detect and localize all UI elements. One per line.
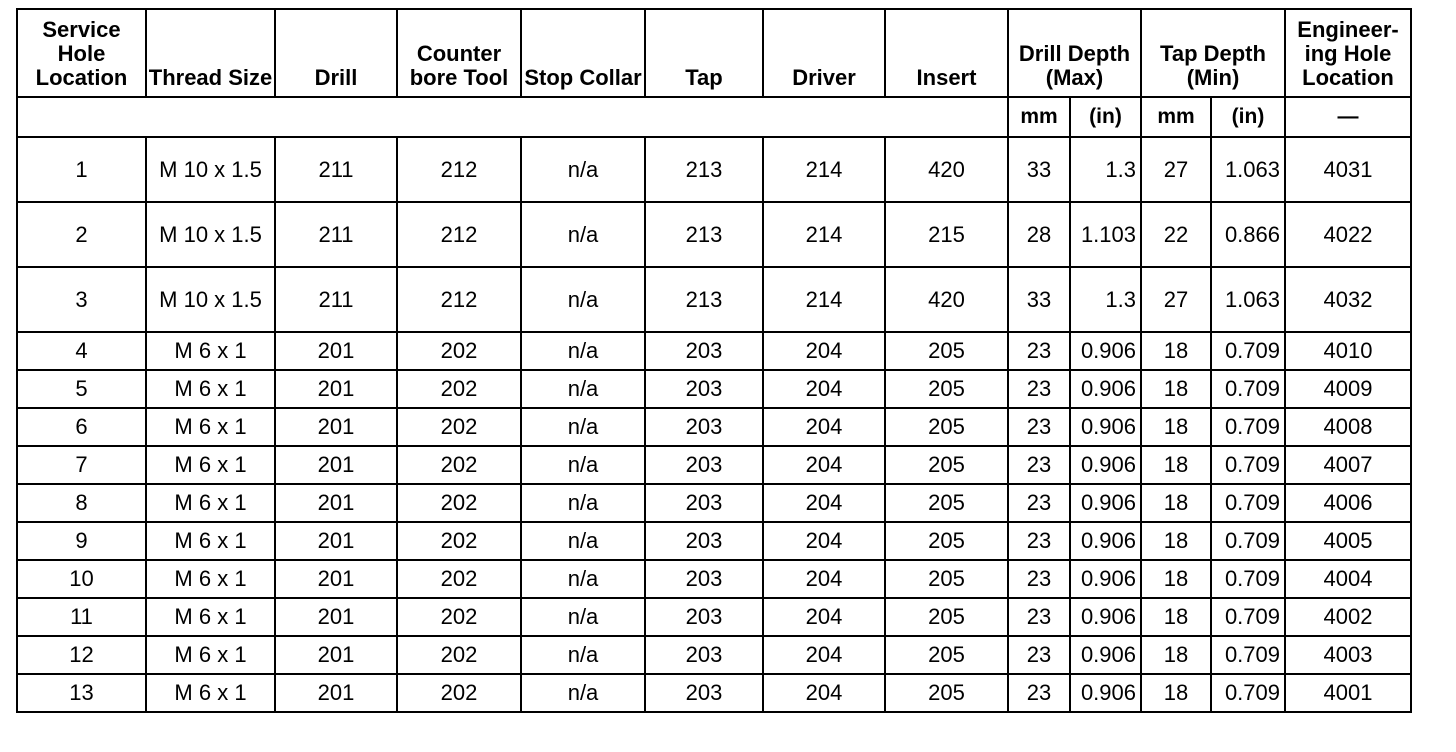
cell-stop-collar: n/a [521,522,645,560]
cell-thread-size: M 10 x 1.5 [146,202,275,267]
cell-drill-depth-mm: 23 [1008,522,1070,560]
cell-drill-depth-mm: 23 [1008,332,1070,370]
cell-counter-bore: 202 [397,484,521,522]
table-row [17,636,1411,674]
table-row [17,408,1411,446]
cell-thread-size: M 10 x 1.5 [146,137,275,202]
cell-location: 13 [17,674,146,712]
table-row [17,446,1411,484]
cell-driver: 204 [763,446,885,484]
cell-tap-depth-in: 0.709 [1211,598,1285,636]
cell-drill-depth-mm: 23 [1008,598,1070,636]
cell-drill-depth-mm: 33 [1008,267,1070,332]
cell-stop-collar: n/a [521,598,645,636]
cell-insert: 205 [885,408,1008,446]
cell-tap-depth-in: 0.709 [1211,636,1285,674]
cell-engineering-location: 4009 [1285,370,1411,408]
cell-counter-bore: 202 [397,408,521,446]
cell-drill-depth-in: 0.906 [1070,636,1141,674]
cell-drill-depth-mm: 23 [1008,674,1070,712]
cell-driver: 204 [763,370,885,408]
unit-tap-in: (in) [1211,97,1285,137]
cell-tap: 203 [645,598,763,636]
cell-engineering-location: 4006 [1285,484,1411,522]
cell-driver: 214 [763,137,885,202]
cell-drill: 201 [275,370,397,408]
cell-location: 8 [17,484,146,522]
cell-tap: 203 [645,408,763,446]
header-insert: Insert [885,9,1008,97]
cell-drill-depth-mm: 23 [1008,484,1070,522]
cell-drill: 201 [275,674,397,712]
cell-location: 5 [17,370,146,408]
cell-tap: 203 [645,446,763,484]
cell-drill-depth-mm: 23 [1008,560,1070,598]
table-row [17,137,1411,202]
table-row [17,522,1411,560]
cell-counter-bore: 202 [397,598,521,636]
cell-tap: 203 [645,636,763,674]
cell-engineering-location: 4031 [1285,137,1411,202]
cell-drill-depth-in: 0.906 [1070,598,1141,636]
header-row [17,9,1411,97]
cell-tap-depth-in: 1.063 [1211,267,1285,332]
table-body [17,137,1411,712]
units-row [17,97,1411,137]
cell-drill-depth-in: 0.906 [1070,332,1141,370]
header-tap: Tap [645,9,763,97]
cell-drill: 201 [275,332,397,370]
cell-drill-depth-in: 0.906 [1070,484,1141,522]
cell-driver: 204 [763,522,885,560]
cell-drill-depth-in: 1.3 [1070,267,1141,332]
cell-tap-depth-in: 0.709 [1211,674,1285,712]
cell-location: 6 [17,408,146,446]
cell-drill-depth-in: 0.906 [1070,674,1141,712]
cell-engineering-location: 4032 [1285,267,1411,332]
cell-drill: 211 [275,202,397,267]
cell-tap: 203 [645,522,763,560]
cell-insert: 420 [885,137,1008,202]
header-drill: Drill [275,9,397,97]
cell-drill-depth-in: 0.906 [1070,560,1141,598]
cell-engineering-location: 4008 [1285,408,1411,446]
cell-insert: 205 [885,332,1008,370]
header-thread-size: Thread Size [146,9,275,97]
cell-stop-collar: n/a [521,267,645,332]
cell-thread-size: M 6 x 1 [146,332,275,370]
cell-thread-size: M 6 x 1 [146,560,275,598]
cell-driver: 204 [763,484,885,522]
cell-drill: 201 [275,560,397,598]
cell-engineering-location: 4007 [1285,446,1411,484]
cell-counter-bore: 212 [397,202,521,267]
cell-driver: 204 [763,408,885,446]
cell-tap-depth-in: 0.709 [1211,332,1285,370]
cell-stop-collar: n/a [521,636,645,674]
cell-drill: 201 [275,408,397,446]
cell-insert: 205 [885,598,1008,636]
cell-drill-depth-in: 0.906 [1070,408,1141,446]
cell-location: 2 [17,202,146,267]
cell-drill-depth-mm: 28 [1008,202,1070,267]
table-row [17,484,1411,522]
cell-tap-depth-mm: 18 [1141,674,1211,712]
cell-tap-depth-mm: 18 [1141,636,1211,674]
cell-insert: 215 [885,202,1008,267]
table-row [17,598,1411,636]
cell-counter-bore: 202 [397,446,521,484]
cell-thread-size: M 6 x 1 [146,636,275,674]
cell-stop-collar: n/a [521,674,645,712]
cell-thread-size: M 6 x 1 [146,484,275,522]
cell-engineering-location: 4001 [1285,674,1411,712]
cell-drill: 201 [275,446,397,484]
cell-drill: 201 [275,522,397,560]
cell-drill-depth-mm: 23 [1008,370,1070,408]
cell-engineering-location: 4022 [1285,202,1411,267]
cell-tap-depth-mm: 18 [1141,560,1211,598]
cell-tap-depth-in: 0.709 [1211,408,1285,446]
cell-tap-depth-mm: 18 [1141,522,1211,560]
cell-tap: 203 [645,484,763,522]
cell-thread-size: M 6 x 1 [146,446,275,484]
table-row [17,370,1411,408]
cell-engineering-location: 4002 [1285,598,1411,636]
cell-tap: 213 [645,202,763,267]
header-service-hole-location: Service Hole Location [17,9,146,97]
cell-stop-collar: n/a [521,370,645,408]
cell-tap: 203 [645,674,763,712]
cell-counter-bore: 202 [397,560,521,598]
header-tap-depth: Tap Depth (Min) [1141,9,1285,97]
cell-tap: 203 [645,332,763,370]
cell-insert: 205 [885,560,1008,598]
cell-tap: 203 [645,370,763,408]
cell-tap-depth-in: 0.866 [1211,202,1285,267]
cell-tap-depth-in: 0.709 [1211,522,1285,560]
cell-stop-collar: n/a [521,484,645,522]
cell-driver: 214 [763,202,885,267]
cell-tap-depth-mm: 22 [1141,202,1211,267]
cell-thread-size: M 6 x 1 [146,522,275,560]
cell-tap-depth-mm: 27 [1141,137,1211,202]
cell-stop-collar: n/a [521,446,645,484]
table-row [17,560,1411,598]
unit-tap-mm: mm [1141,97,1211,137]
cell-stop-collar: n/a [521,332,645,370]
cell-tap-depth-in: 0.709 [1211,446,1285,484]
header-drill-depth: Drill Depth (Max) [1008,9,1141,97]
cell-location: 1 [17,137,146,202]
cell-location: 3 [17,267,146,332]
cell-engineering-location: 4003 [1285,636,1411,674]
cell-thread-size: M 10 x 1.5 [146,267,275,332]
cell-location: 9 [17,522,146,560]
tooling-table [16,8,1412,713]
cell-counter-bore: 202 [397,522,521,560]
cell-tap-depth-mm: 18 [1141,446,1211,484]
table-row [17,202,1411,267]
cell-drill-depth-in: 0.906 [1070,522,1141,560]
unit-drill-in: (in) [1070,97,1141,137]
cell-tap-depth-in: 0.709 [1211,560,1285,598]
cell-counter-bore: 202 [397,674,521,712]
cell-insert: 205 [885,370,1008,408]
cell-stop-collar: n/a [521,408,645,446]
header-engineering-hole-location: Engineer-ing Hole Location [1285,9,1411,97]
cell-tap-depth-mm: 18 [1141,598,1211,636]
cell-counter-bore: 202 [397,370,521,408]
cell-drill-depth-in: 0.906 [1070,370,1141,408]
cell-counter-bore: 202 [397,636,521,674]
cell-drill: 201 [275,598,397,636]
cell-location: 11 [17,598,146,636]
cell-thread-size: M 6 x 1 [146,370,275,408]
cell-tap: 213 [645,137,763,202]
cell-insert: 205 [885,446,1008,484]
units-blank [17,97,1008,137]
cell-driver: 204 [763,332,885,370]
cell-thread-size: M 6 x 1 [146,598,275,636]
header-driver: Driver [763,9,885,97]
cell-drill-depth-mm: 23 [1008,636,1070,674]
cell-drill: 211 [275,137,397,202]
cell-counter-bore: 212 [397,137,521,202]
cell-tap-depth-mm: 18 [1141,408,1211,446]
cell-driver: 204 [763,598,885,636]
cell-counter-bore: 212 [397,267,521,332]
cell-drill-depth-mm: 23 [1008,446,1070,484]
header-counter-bore-tool: Counter bore Tool [397,9,521,97]
cell-thread-size: M 6 x 1 [146,674,275,712]
cell-counter-bore: 202 [397,332,521,370]
cell-drill-depth-in: 0.906 [1070,446,1141,484]
cell-tap-depth-in: 0.709 [1211,484,1285,522]
cell-drill-depth-mm: 33 [1008,137,1070,202]
cell-driver: 204 [763,674,885,712]
cell-driver: 214 [763,267,885,332]
cell-location: 10 [17,560,146,598]
table-row [17,267,1411,332]
cell-tap-depth-mm: 18 [1141,484,1211,522]
cell-location: 12 [17,636,146,674]
cell-insert: 205 [885,674,1008,712]
cell-stop-collar: n/a [521,560,645,598]
cell-drill: 201 [275,484,397,522]
cell-location: 4 [17,332,146,370]
cell-engineering-location: 4004 [1285,560,1411,598]
cell-engineering-location: 4010 [1285,332,1411,370]
cell-tap-depth-mm: 18 [1141,332,1211,370]
cell-drill-depth-in: 1.3 [1070,137,1141,202]
cell-drill: 201 [275,636,397,674]
cell-insert: 205 [885,636,1008,674]
cell-tap-depth-in: 1.063 [1211,137,1285,202]
table-row [17,674,1411,712]
cell-tap: 203 [645,560,763,598]
cell-driver: 204 [763,636,885,674]
cell-location: 7 [17,446,146,484]
cell-drill-depth-in: 1.103 [1070,202,1141,267]
table-row [17,332,1411,370]
cell-thread-size: M 6 x 1 [146,408,275,446]
cell-stop-collar: n/a [521,202,645,267]
cell-driver: 204 [763,560,885,598]
cell-tap-depth-mm: 18 [1141,370,1211,408]
cell-insert: 205 [885,522,1008,560]
cell-insert: 205 [885,484,1008,522]
unit-eng-dash: — [1285,97,1411,137]
cell-tap: 213 [645,267,763,332]
cell-engineering-location: 4005 [1285,522,1411,560]
cell-insert: 420 [885,267,1008,332]
cell-drill: 211 [275,267,397,332]
cell-stop-collar: n/a [521,137,645,202]
cell-drill-depth-mm: 23 [1008,408,1070,446]
unit-drill-mm: mm [1008,97,1070,137]
cell-tap-depth-in: 0.709 [1211,370,1285,408]
header-stop-collar: Stop Collar [521,9,645,97]
cell-tap-depth-mm: 27 [1141,267,1211,332]
